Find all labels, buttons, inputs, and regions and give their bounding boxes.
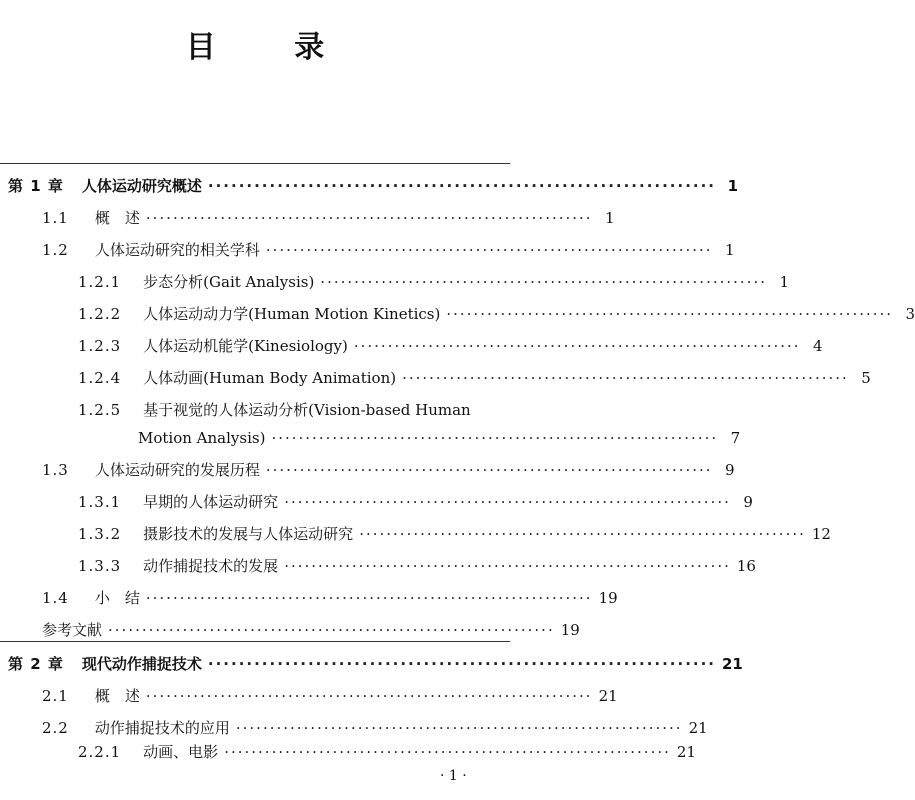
divider-line	[0, 641, 510, 642]
toc-entry-1-2-5-continued[interactable]	[138, 426, 741, 450]
entry-number: 2.1	[42, 687, 69, 705]
entry-page: 21	[676, 743, 696, 761]
entry-page: 1	[779, 273, 789, 291]
entry-title: 现代动作捕捉技术	[81, 655, 202, 673]
entry-page: 9	[743, 493, 753, 511]
entry-number: 1.3.1	[78, 493, 122, 511]
entry-page: 16	[736, 557, 756, 575]
entry-page: 9	[725, 461, 735, 479]
entry-title: 动作捕捉技术的发展	[143, 557, 279, 575]
toc-entry-1-2-2[interactable]	[78, 302, 915, 326]
dot-leader: ··································································	[235, 719, 683, 737]
entry-number: 1.3	[42, 461, 69, 479]
entry-page: 1	[605, 209, 615, 227]
entry-title: 人体运动研究概述	[81, 177, 202, 195]
dot-leader: ··································································	[145, 209, 593, 227]
toc-entry-references[interactable]	[42, 618, 580, 642]
dot-leader: ··································································	[284, 493, 731, 511]
entry-number: 1.3.3	[78, 557, 122, 575]
dot-leader: ··································································	[402, 369, 849, 387]
entry-title: 人体动画(Human Body Animation)	[143, 369, 397, 387]
entry-title: 人体运动动力学(Human Motion Kinetics)	[143, 305, 441, 323]
divider-line	[0, 163, 510, 164]
toc-entry-2-2[interactable]	[42, 716, 708, 740]
dot-leader: ··································································	[108, 621, 555, 639]
entry-title: 动作捕捉技术的应用	[94, 719, 230, 737]
entry-number: 1.4	[42, 589, 69, 607]
toc-entry-1-3-1[interactable]	[78, 490, 753, 514]
toc-entry-1-3-3[interactable]	[78, 554, 756, 578]
entry-page: 1	[727, 177, 738, 195]
entry-page: 21	[722, 655, 743, 673]
dot-leader: ··································································	[284, 557, 731, 575]
entry-number: 1.2.5	[78, 401, 122, 419]
entry-page: 5	[861, 369, 871, 387]
entry-page: 7	[730, 429, 741, 447]
dot-leader: ··································································	[320, 273, 767, 291]
entry-number: 第 1 章	[8, 177, 64, 195]
entry-number: 第 2 章	[8, 655, 64, 673]
toc-entry-1-3[interactable]	[42, 458, 735, 482]
entry-title: 参考文献	[42, 621, 103, 639]
entry-number: 2.2.1	[78, 743, 122, 761]
dot-leader: ··································································	[145, 687, 593, 705]
dot-leader: ··································································	[446, 305, 894, 323]
toc-entry-chapter-2[interactable]	[8, 652, 743, 676]
entry-number: 1.2.4	[78, 369, 122, 387]
dot-leader: ··································································	[224, 743, 671, 761]
entry-page: 21	[598, 687, 618, 705]
entry-page: 19	[598, 589, 618, 607]
entry-number: 1.2.3	[78, 337, 122, 355]
dot-leader: ··································································	[145, 589, 593, 607]
entry-title: 概 述	[94, 209, 140, 227]
entry-page: 1	[725, 241, 735, 259]
page-number: · 1 ·	[440, 768, 467, 784]
entry-number: 2.2	[42, 719, 69, 737]
entry-number: 1.2.1	[78, 273, 122, 291]
dot-leader: ··································································	[265, 241, 713, 259]
entry-title: 基于视觉的人体运动分析(Vision-based Human	[143, 401, 471, 419]
dot-leader: ··································································	[359, 525, 806, 543]
toc-title: 目 录	[185, 30, 359, 65]
toc-entry-1-2-1[interactable]	[78, 270, 789, 294]
entry-page: 12	[811, 525, 831, 543]
entry-title: 小 结	[94, 589, 140, 607]
entry-title: Motion Analysis)	[138, 429, 266, 447]
entry-title: 概 述	[94, 687, 140, 705]
entry-page: 19	[560, 621, 580, 639]
dot-leader: ··································································	[207, 177, 716, 195]
toc-entry-1-2-3[interactable]	[78, 334, 823, 358]
entry-title: 人体运动研究的发展历程	[94, 461, 260, 479]
entry-title: 步态分析(Gait Analysis)	[143, 273, 315, 291]
toc-entry-1-1[interactable]	[42, 206, 615, 230]
toc-entry-2-2-1[interactable]	[78, 740, 696, 764]
entry-number: 1.3.2	[78, 525, 122, 543]
toc-entry-2-1[interactable]	[42, 684, 618, 708]
toc-entry-1-3-2[interactable]	[78, 522, 831, 546]
entry-number: 1.1	[42, 209, 69, 227]
dot-leader: ··································································	[353, 337, 801, 355]
toc-entry-1-4[interactable]	[42, 586, 618, 610]
entry-number: 1.2	[42, 241, 69, 259]
toc-entry-1-2-4[interactable]	[78, 366, 871, 390]
entry-page: 4	[813, 337, 823, 355]
dot-leader: ··································································	[207, 655, 716, 673]
entry-title: 人体运动研究的相关学科	[94, 241, 260, 259]
toc-entry-chapter-1[interactable]	[8, 174, 738, 198]
entry-title: 人体运动机能学(Kinesiology)	[143, 337, 348, 355]
toc-entry-1-2[interactable]	[42, 238, 735, 262]
entry-title: 动画、电影	[143, 743, 219, 761]
entry-title: 早期的人体运动研究	[143, 493, 279, 511]
entry-title: 摄影技术的发展与人体运动研究	[143, 525, 354, 543]
entry-page: 3	[905, 305, 915, 323]
entry-page: 21	[688, 719, 708, 737]
dot-leader: ··································································	[265, 461, 713, 479]
dot-leader: ··································································	[271, 429, 719, 447]
entry-number: 1.2.2	[78, 305, 122, 323]
toc-entry-1-2-5[interactable]	[78, 398, 502, 422]
